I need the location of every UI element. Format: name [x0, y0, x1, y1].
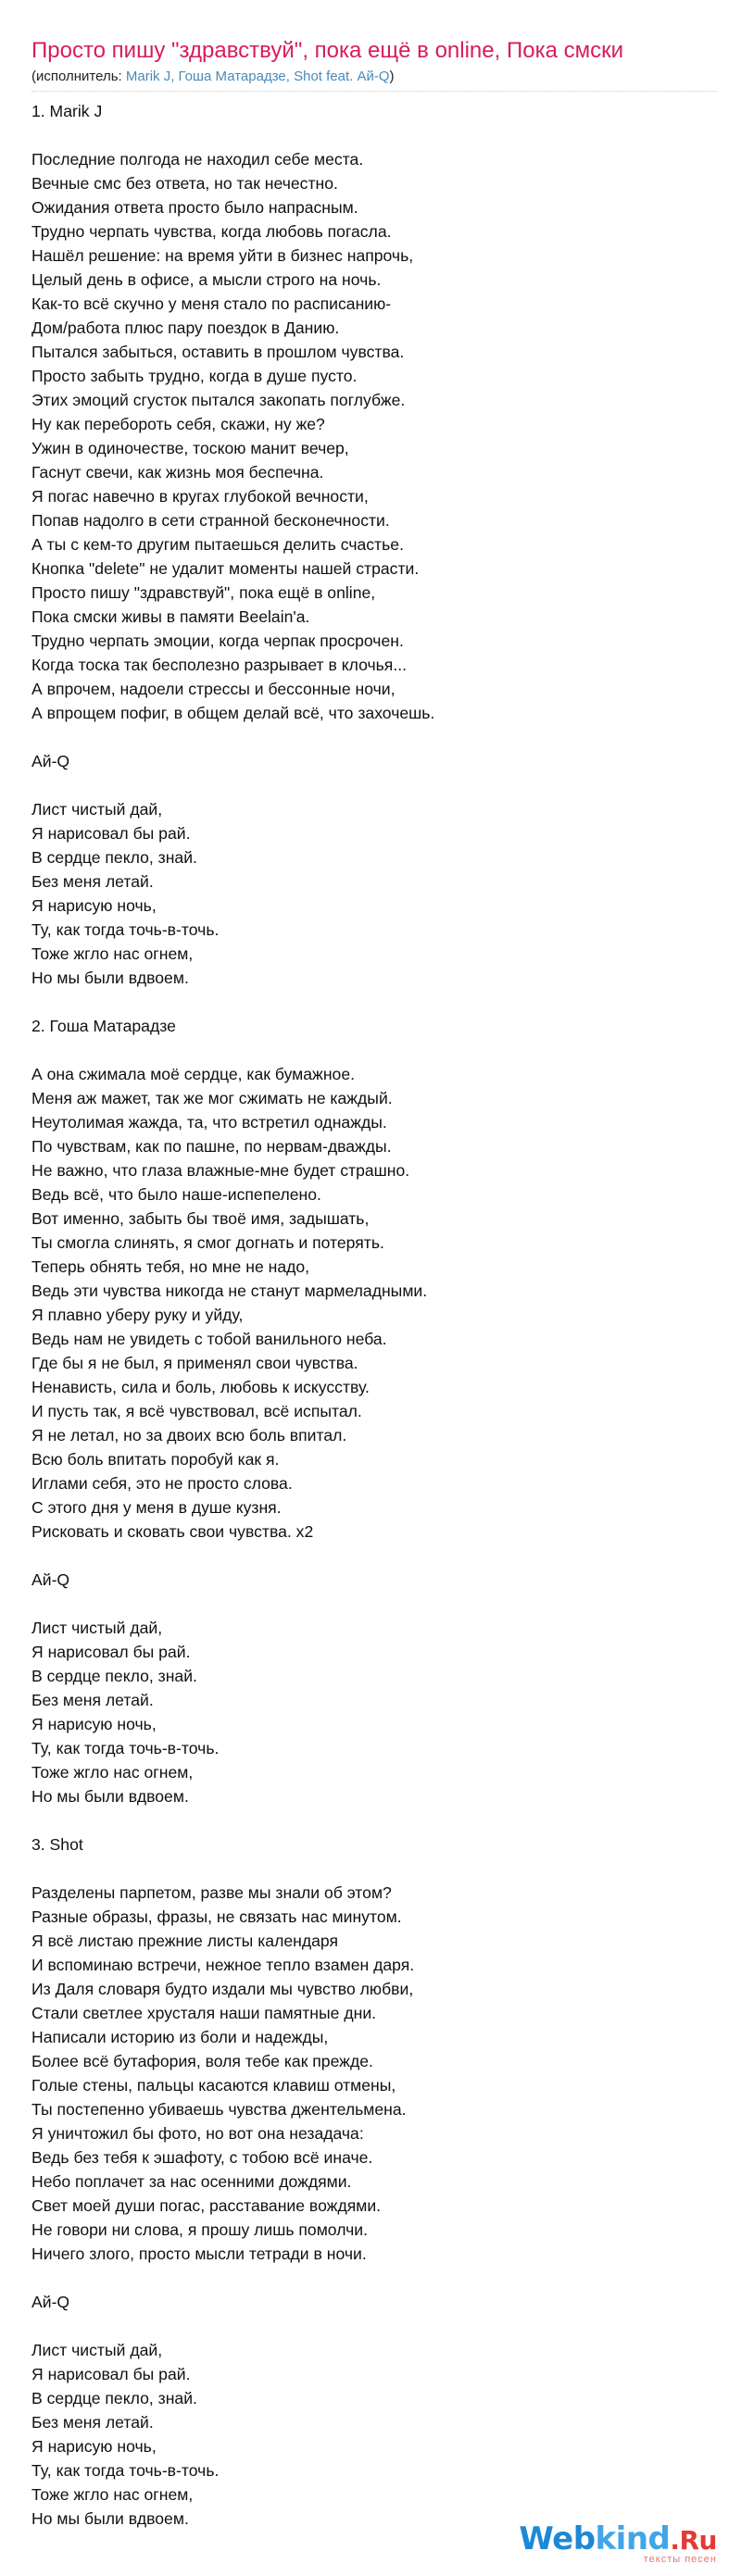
lyric-line: Ожидания ответа просто было напрасным.	[31, 198, 358, 217]
lyric-line: Дом/работа плюс пару поездок в Данию.	[31, 319, 340, 337]
lyric-line: А впрощем пофиг, в общем делай всё, что захочешь.	[31, 704, 435, 722]
lyric-line: Я не летал, но за двоих всю боль впитал.	[31, 1426, 347, 1444]
artist-prefix: (исполнитель:	[31, 69, 126, 84]
lyric-line: Меня аж мажет, так же мог сжимать не каждый.	[31, 1089, 393, 1107]
lyric-line: Ну как перебороть себя, скажи, ну же?	[31, 415, 325, 433]
lyric-line: Я нарисую ночь,	[31, 2437, 157, 2456]
lyric-line: Ведь всё, что было наше-испепелено.	[31, 1185, 321, 1204]
lyric-line: Попав надолго в сети странной бесконечности.	[31, 511, 390, 530]
lyric-line: Но мы были вдвоем.	[31, 1787, 189, 1806]
lyric-line: Трудно черпать чувства, когда любовь погасла.	[31, 222, 392, 241]
lyric-line: А ты с кем-то другим пытаешься делить счастье.	[31, 535, 404, 554]
lyric-line: Тоже жгло нас огнем,	[31, 2485, 194, 2504]
blank-line	[31, 1808, 717, 1832]
blank-line	[31, 1857, 717, 1881]
lyric-line: Тоже жгло нас огнем,	[31, 944, 194, 963]
lyric-line: Разделены парпетом, разве мы знали об этом?	[31, 1883, 392, 1902]
lyric-line: Я нарисовал бы рай.	[31, 1643, 191, 1661]
lyric-line: Теперь обнять тебя, но мне не надо,	[31, 1257, 310, 1276]
lyric-line: Голые стены, пальцы касаются клавиш отмены,	[31, 2076, 396, 2095]
lyric-line: Стали светлее хрусталя наши памятные дни.	[31, 2004, 377, 2022]
blank-line	[31, 1592, 717, 1616]
blank-line	[31, 2314, 717, 2338]
page-content	[31, 0, 717, 2531]
artist-link[interactable]: Marik J, Гоша Матарадзе, Shot feat. Ай-Q	[125, 69, 390, 84]
lyric-line: Я уничтожил бы фото, но вот она незадача:	[31, 2124, 364, 2143]
lyric-line: По чувствам, как по пашне, по нервам-дважды.	[31, 1137, 392, 1156]
logo-wordmark	[519, 2522, 717, 2557]
artist-credits	[31, 67, 717, 92]
lyric-line: Написали историю из боли и надежды,	[31, 2028, 329, 2046]
lyric-line: Лист чистый дай,	[31, 800, 163, 819]
lyric-line: С этого дня у меня в душе кузня.	[31, 1498, 282, 1517]
lyric-line: Просто забыть трудно, когда в душе пусто.	[31, 367, 358, 385]
lyric-line: Всю боль впитать поробуй как я.	[31, 1450, 280, 1469]
lyric-line: Без меня летай.	[31, 1691, 154, 1709]
lyric-line: 3. Shot	[31, 1835, 83, 1854]
lyric-line: Кнопка "delete" не удалит моменты нашей страсти.	[31, 559, 420, 578]
lyric-line: Ты постепенно убиваешь чувства джентельмена.	[31, 2100, 407, 2119]
lyric-line: Ты смогла слинять, я смог догнать и потерять.	[31, 1233, 384, 1252]
lyric-line: Вот именно, забыть бы твоё имя, задышать,	[31, 1209, 370, 1228]
lyric-line: Ведь без тебя к эшафоту, с тобою всё иначе.	[31, 2148, 373, 2167]
lyric-line: Я нарисовал бы рай.	[31, 824, 191, 843]
lyric-line: Свет моей души погас, расставание вождями.	[31, 2196, 382, 2215]
lyric-line: Просто пишу "здравствуй", пока ещё в online,	[31, 583, 376, 602]
blank-line	[31, 773, 717, 797]
lyric-line: Лист чистый дай,	[31, 2341, 163, 2359]
lyric-line: Пока смски живы в памяти Beelain'a.	[31, 607, 310, 626]
logo-ru: .Ru	[670, 2525, 717, 2556]
lyric-line: Ай-Q	[31, 2293, 70, 2311]
lyric-line: Иглами себя, это не просто слова.	[31, 1474, 293, 1493]
lyric-line: Я нарисую ночь,	[31, 1715, 157, 1733]
blank-line	[31, 1544, 717, 1568]
lyric-line: И вспоминаю встречи, нежное тепло взамен даря.	[31, 1956, 415, 1974]
lyric-line: Тоже жгло нас огнем,	[31, 1763, 194, 1782]
blank-line	[31, 725, 717, 749]
lyric-line: Более всё бутафория, воля тебе как прежде.	[31, 2052, 373, 2070]
lyric-line: Вечные смс без ответа, но так нечестно.	[31, 174, 338, 193]
lyric-line: Когда тоска так бесполезно разрывает в клочья...	[31, 656, 407, 674]
logo-tagline: тексты песен	[643, 2554, 717, 2565]
lyric-line: Неутолимая жажда, та, что встретил однажды.	[31, 1113, 387, 1132]
lyric-line: Как-то всё скучно у меня стало по расписанию-	[31, 294, 392, 313]
blank-line	[31, 123, 717, 147]
lyric-line: Ай-Q	[31, 752, 70, 770]
lyric-line: В сердце пекло, знай.	[31, 2389, 197, 2407]
lyric-line: Ай-Q	[31, 1570, 70, 1589]
lyric-line: Не важно, что глаза влажные-мне будет страшно.	[31, 1161, 410, 1180]
lyric-line: Я нарисую ночь,	[31, 896, 157, 915]
lyric-line: Но мы были вдвоем.	[31, 969, 189, 987]
lyric-line: В сердце пекло, знай.	[31, 848, 197, 867]
lyric-line: Пытался забыться, оставить в прошлом чувства.	[31, 343, 405, 361]
lyric-line: Ненависть, сила и боль, любовь к искусству.	[31, 1378, 370, 1396]
lyric-line: Ту, как тогда точь-в-точь.	[31, 1739, 220, 1757]
blank-line	[31, 990, 717, 1014]
lyric-line: Последние полгода не находил себе места.	[31, 150, 364, 169]
lyric-line: Ведь эти чувства никогда не станут мармеладными.	[31, 1282, 428, 1300]
lyric-line: 2. Гоша Матарадзе	[31, 1017, 176, 1035]
blank-line	[31, 1038, 717, 1062]
lyric-line: Без меня летай.	[31, 2413, 154, 2432]
lyric-line: Я плавно уберу руку и уйду,	[31, 1306, 244, 1324]
lyric-line: Ведь нам не увидеть с тобой ванильного неба.	[31, 1330, 387, 1348]
lyric-line: Не говори ни слова, я прошу лишь помолчи.	[31, 2220, 368, 2239]
lyric-line: И пусть так, я всё чувствовал, всё испытал.	[31, 1402, 362, 1420]
lyric-line: Из Даля словаря будто издали мы чувство любви,	[31, 1980, 414, 1998]
page-title: Просто пишу "здравствуй", пока ещё в online, Пока смски	[31, 38, 624, 63]
lyrics-body	[31, 99, 717, 2531]
lyric-line: Я всё листаю прежние листы календаря	[31, 1932, 338, 1950]
lyric-line: А впрочем, надоели стрессы и бессонные ночи,	[31, 680, 396, 698]
lyric-line: Ужин в одиночестве, тоскою манит вечер,	[31, 439, 349, 457]
lyric-line: Ту, как тогда точь-в-точь.	[31, 2461, 220, 2480]
lyric-line: А она сжимала моё сердце, как бумажное.	[31, 1065, 355, 1083]
lyric-line: Где бы я не был, я применял свои чувства.	[31, 1354, 358, 1372]
webkind-logo[interactable]	[519, 2522, 717, 2565]
lyric-line: Без меня летай.	[31, 872, 154, 891]
lyric-line: Я нарисовал бы рай.	[31, 2365, 191, 2383]
lyric-line: 1. Marik J	[31, 102, 103, 120]
lyric-line: Лист чистый дай,	[31, 1619, 163, 1637]
lyric-line: В сердце пекло, знай.	[31, 1667, 197, 1685]
lyric-line: Ничего злого, просто мысли тетради в ночи.	[31, 2245, 367, 2263]
lyric-line: Разные образы, фразы, не связать нас минутом.	[31, 1907, 402, 1926]
blank-line	[31, 2266, 717, 2290]
lyric-line: Этих эмоций сгусток пытался закопать поглубже.	[31, 391, 406, 409]
lyric-line: Но мы были вдвоем.	[31, 2509, 189, 2528]
logo-kind: kind	[595, 2520, 671, 2557]
lyric-line: Трудно черпать эмоции, когда черпак просрочен.	[31, 631, 404, 650]
lyric-line: Гаснут свечи, как жизнь моя беспечна.	[31, 463, 324, 481]
artist-suffix: )	[389, 69, 395, 84]
lyric-line: Нашёл решение: на время уйти в бизнес напрочь,	[31, 246, 414, 265]
lyric-line: Я погас навечно в кругах глубокой вечности,	[31, 487, 369, 506]
lyric-line: Рисковать и сковать свои чувства. x2	[31, 1522, 314, 1541]
lyric-line: Небо поплачет за нас осенними дождями.	[31, 2172, 352, 2191]
logo-web: Web	[519, 2520, 596, 2557]
lyric-line: Целый день в офисе, а мысли строго на ночь.	[31, 270, 382, 289]
lyric-line: Ту, как тогда точь-в-точь.	[31, 920, 220, 939]
